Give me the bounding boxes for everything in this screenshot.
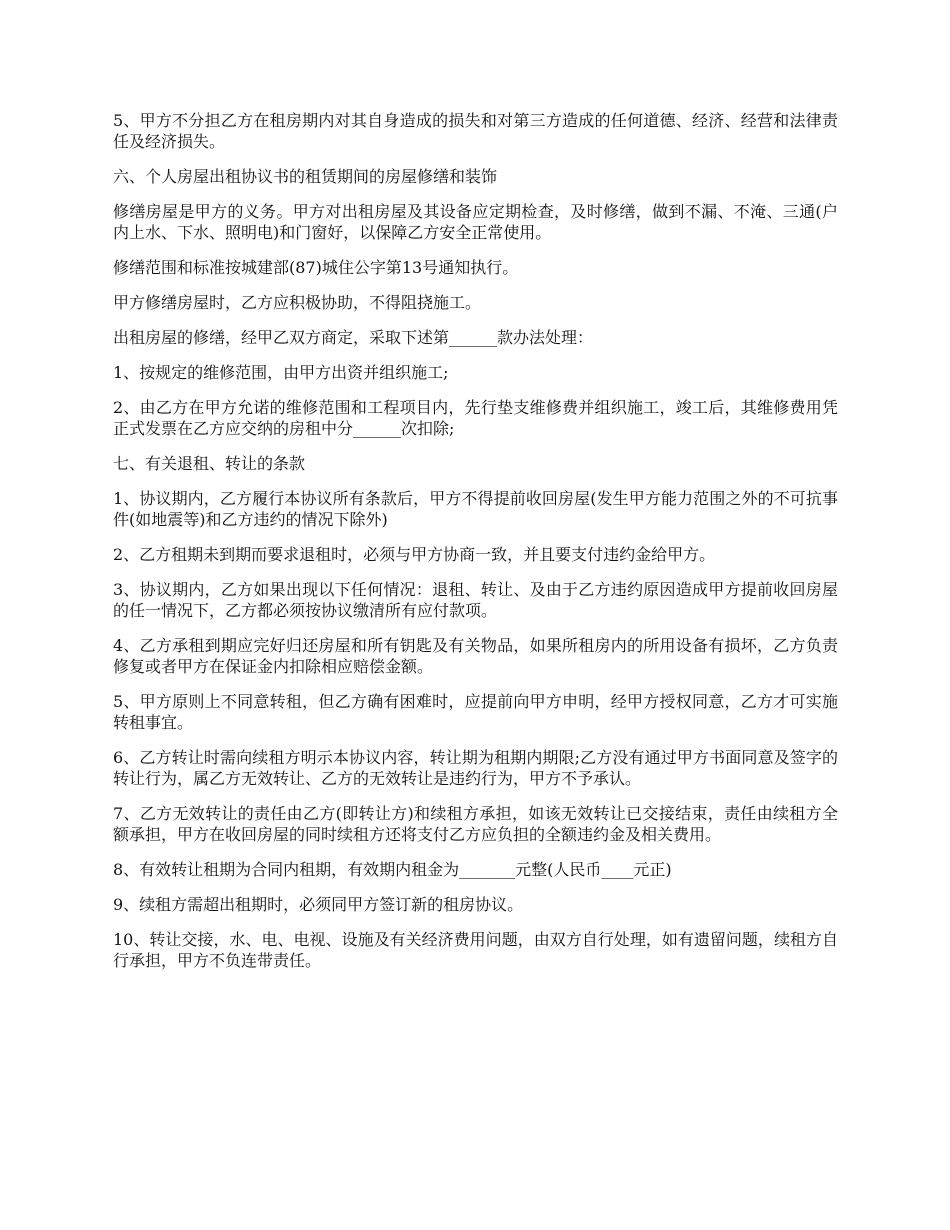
clause-repair-option-1: 1、按规定的维修范围，由甲方出资并组织施工; <box>113 363 449 382</box>
clause-repair-option-2: 2、由乙方在甲方允诺的维修范围和工程项目内，先行垫支维修费并组织施工，竣工后，其维修费用凭正式发票在乙方应交纳的房租中分______次扣除; <box>113 398 838 438</box>
clause-repair-duty: 修缮房屋是甲方的义务。甲方对出租房屋及其设备应定期检查，及时修缮，做到不漏、不淹、三通(户内上水、下水、照明电)和门窗好，以保障乙方安全正常使用。 <box>113 202 838 242</box>
clause-repair-method: 出租房屋的修缮，经甲乙双方商定，采取下述第______款办法处理： <box>113 328 594 347</box>
clause-liability: 5、甲方不分担乙方在租房期内对其自身造成的损失和对第三方造成的任何道德、经济、经营和法律责任及经济损失。 <box>113 111 838 151</box>
clause-termination-7: 7、乙方无效转让的责任由乙方(即转让方)和续租方承担，如该无效转让已交接结束，责任由续租方全额承担，甲方在收回房屋的同时续租方还将支付乙方应负担的全额违约金及相关费用。 <box>113 804 838 844</box>
clause-termination-1: 1、协议期内，乙方履行本协议所有条款后，甲方不得提前收回房屋(发生甲方能力范围之外的不可抗事件(如地震等)和乙方违约的情况下除外) <box>113 489 838 529</box>
clause-termination-6: 6、乙方转让时需向续租方明示本协议内容，转让期为租期内期限;乙方没有通过甲方书面同意及签字的转让行为，属乙方无效转让、乙方的无效转让是违约行为，甲方不予承认。 <box>113 748 838 788</box>
document-page <box>113 110 838 985</box>
clause-repair-standard: 修缮范围和标准按城建部(87)城住公字第13号通知执行。 <box>113 258 519 277</box>
section-heading-termination: 七、有关退租、转让的条款 <box>113 454 306 473</box>
clause-termination-8: 8、有效转让租期为合同内租期，有效期内租金为_______元整(人民币____元正) <box>113 860 672 879</box>
clause-repair-cooperation: 甲方修缮房屋时，乙方应积极协助，不得阻挠施工。 <box>113 293 482 312</box>
clause-termination-4: 4、乙方承租到期应完好归还房屋和所有钥匙及有关物品，如果所租房内的所用设备有损坏，乙方负责修复或者甲方在保证金内扣除相应赔偿金额。 <box>113 636 838 676</box>
section-heading-repair: 六、个人房屋出租协议书的租赁期间的房屋修缮和装饰 <box>113 167 498 186</box>
clause-termination-5: 5、甲方原则上不同意转租，但乙方确有困难时，应提前向甲方申明，经甲方授权同意，乙方才可实施转租事宜。 <box>113 692 838 732</box>
clause-termination-9: 9、续租方需超出租期时，必须同甲方签订新的租房协议。 <box>113 895 524 914</box>
clause-termination-10: 10、转让交接，水、电、电视、设施及有关经济费用问题，由双方自行处理，如有遗留问题，续租方自行承担，甲方不负连带责任。 <box>113 930 838 970</box>
clause-termination-3: 3、协议期内，乙方如果出现以下任何情况：退租、转让、及由于乙方违约原因造成甲方提前收回房屋的任一情况下，乙方都必须按协议缴清所有应付款项。 <box>113 580 838 620</box>
clause-termination-2: 2、乙方租期未到期而要求退租时，必须与甲方协商一致，并且要支付违约金给甲方。 <box>113 545 716 564</box>
